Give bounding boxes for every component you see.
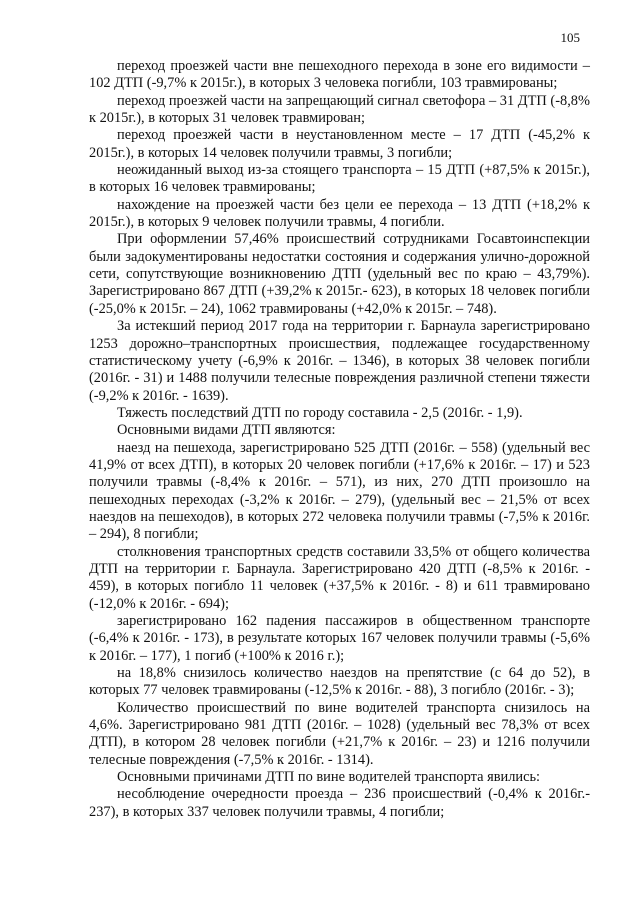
page-number: 105 [560,30,580,45]
paragraph: переход проезжей части вне пешеходного перехода в зоне его видимости – 102 ДТП (-9,7% к 2015г.), в которых 3 человека погибли, 103 травмированы; [89,58,590,92]
paragraph: зарегистрировано 162 падения пассажиров в общественном транспорте (-6,4% к 2016г. - 173), в результате которых 167 человек получили травмы (-5,6% к 2016г. – 177), 1 погиб (+100% к 2016 г.); [89,613,590,664]
paragraph: переход проезжей части в неустановленном месте – 17 ДТП (-45,2% к 2015г.), в которых 14 человек получили травмы, 3 погибли; [89,127,590,161]
paragraph: на 18,8% снизилось количество наездов на препятствие (с 64 до 52), в которых 77 человек травмированы (-12,5% к 2016г. - 88), 3 погибло (2016г. - 3); [89,665,590,699]
paragraph: столкновения транспортных средств составили 33,5% от общего количества ДТП на территории г. Барнаула. Зарегистрировано 420 ДТП (-8,5% к 2016г. - 459), в которых погибло 11 человек (+37,5% к 2016г. - 8) и 611 травмировано (-12,0% к 2016г. - 694); [89,543,590,612]
paragraph: Количество происшествий по вине водителей транспорта снизилось на 4,6%. Зарегистрировано 981 ДТП (2016г. – 1028) (удельный вес 78,3% от всех ДТП), в котором 28 человек погибли (+21,7% к 2016г. – 23) и 1216 получили телесные повреждения (-7,5% к 2016г. - 1314). [89,699,590,768]
paragraph: Основными причинами ДТП по вине водителей транспорта явились: [117,769,541,786]
paragraph: переход проезжей части на запрещающий сигнал светофора – 31 ДТП (-8,8% к 2015г.), в которых 31 человек травмирован; [89,92,590,127]
paragraph: При оформлении 57,46% происшествий сотрудниками Госавтоинспекции были задокументированы недостатки состояния и содержания улично-дорожной сети, сопутствующие возникновению ДТП (удельный вес по краю – 43,79%). Зарегистрировано 867 ДТП (+39,2% к 2015г.- 623), в которых 18 человек погибли (-25,0% к 2015г. – 24), 1062 травмированы (+42,0% к 2015г. – 748). [89,231,590,317]
paragraph: несоблюдение очередности проезда – 236 происшествий (-0,4% к 2016г.- 237), в которых 337 человек получили травмы, 4 погибли; [89,786,590,820]
paragraph: Основными видами ДТП являются: [117,422,336,439]
paragraph: наезд на пешехода, зарегистрировано 525 ДТП (2016г. – 558) (удельный вес 41,9% от всех ДТП), в которых 20 человек погибли (+17,6% к 2016г. – 17) и 523 получили травмы (-8,4% к 2016г. – 571), из них, 270 ДТП произошло на пешеходных переходах (-3,2% к 2016г. – 279), (удельный вес – 21,5% от всех наездов на пешеходов), в которых 272 человека получили травмы (-7,5% к 2016г. – 294), 8 погибли; [89,439,590,543]
paragraph: нахождение на проезжей части без цели ее перехода – 13 ДТП (+18,2% к 2015г.), в которых 9 человек получили травмы, 4 погибли. [89,196,590,231]
document-body [89,58,590,821]
paragraph: За истекший период 2017 года на территории г. Барнаула зарегистрировано 1253 дорожно–транспортных происшествия, подлежащее государственному статистическому учету (-6,9% к 2016г. – 1346), в которых 38 человек погибли (2016г. - 31) и 1488 получили телесные повреждения различной степени тяжести (-9,2% к 2016г. - 1639). [89,318,590,404]
paragraph: неожиданный выход из-за стоящего транспорта – 15 ДТП (+87,5% к 2015г.), в которых 16 человек травмированы; [89,162,590,196]
paragraph: Тяжесть последствий ДТП по городу составила - 2,5 (2016г. - 1,9). [117,404,523,421]
